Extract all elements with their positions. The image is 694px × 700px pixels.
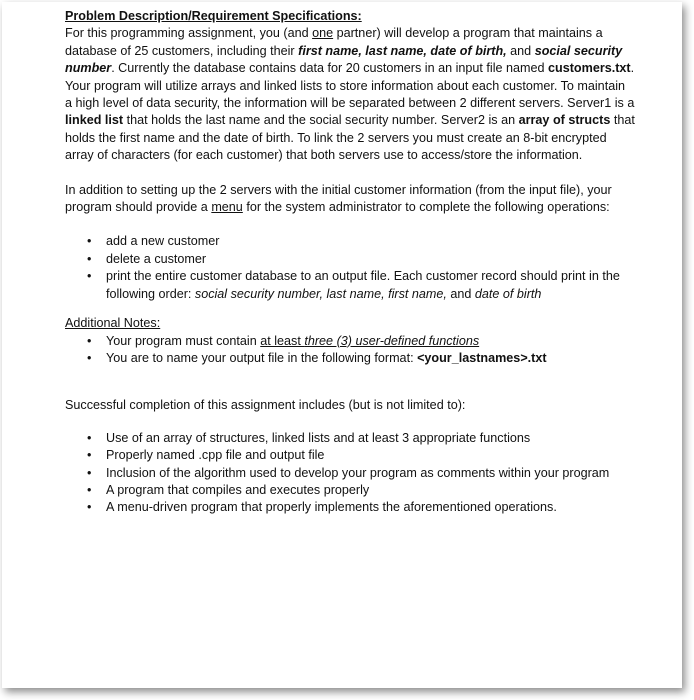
text: partner) will develop a program that maintains a database of 25 customers, including their: [65, 26, 603, 58]
underlined-at-least: at least: [260, 333, 305, 348]
emphasis-fields: first name, last name, date of birth,: [298, 43, 507, 58]
text: print the entire customer database to an output file. Each customer record should print in the following order:: [106, 269, 620, 301]
notes-title: Additional Notes:: [65, 316, 161, 331]
list-item: • delete a customer: [65, 251, 635, 268]
list-item: [65, 333, 635, 350]
text: For this programming assignment, you (and: [65, 26, 313, 41]
underlined-word: one: [312, 26, 334, 41]
text: . Your program will utilize arrays and linked lists to store information about each customer. To maintain a high level of data security, the information will be separated between 2 different servers. Server1 is a: [65, 61, 635, 111]
output-filename-format: <your_lastnames>.txt: [417, 350, 547, 365]
input-filename: customers.txt: [548, 61, 631, 76]
list-item: [65, 268, 635, 303]
document-page: [2, 2, 682, 688]
text: and: [506, 43, 535, 58]
section-heading: Problem Description/Requirement Specifications:: [65, 9, 362, 23]
list-item: • Properly named .cpp file and output file: [65, 447, 635, 464]
emphasis-linked-list: linked list: [65, 113, 124, 128]
list-item: • add a new customer: [65, 233, 635, 250]
text: for the system administrator to complete the following operations:: [242, 200, 610, 215]
text: In addition to setting up the 2 servers with the initial customer information (from the input file), your program should provide a: [65, 182, 612, 215]
completion-list: [65, 430, 635, 517]
text: You are to name your output file in the following format:: [106, 350, 418, 365]
emphasis-ssn: social security number: [65, 43, 623, 76]
document-content: [65, 8, 635, 517]
emphasis-array-structs: array of structs: [518, 113, 611, 128]
underlined-menu: menu: [211, 200, 243, 215]
text: and: [446, 286, 475, 301]
italic-dob: date of birth: [474, 286, 542, 301]
list-item: • Inclusion of the algorithm used to develop your program as comments within your program: [65, 465, 635, 482]
list-item: • Use of an array of structures, linked lists and at least 3 appropriate functions: [65, 430, 635, 447]
text: Your program must contain: [106, 333, 261, 348]
operations-list: [65, 233, 635, 303]
text: that holds the last name and the social security number. Server2 is an: [123, 113, 519, 128]
text: that holds the first name and the date of birth. To link the 2 servers you must create an 8-bit encrypted array of characters (for each customer) that both servers use to access/store the information.: [65, 113, 635, 163]
notes-list: [65, 333, 635, 368]
text: . Currently the database contains data for 20 customers in an input file named: [111, 61, 549, 76]
list-item: • A menu-driven program that properly implements the aforementioned operations.: [65, 499, 635, 516]
menu-paragraph: [65, 182, 635, 217]
list-item: • A program that compiles and executes properly: [65, 482, 635, 499]
list-item: [65, 350, 635, 367]
underlined-functions: three (3) user-defined functions: [304, 333, 480, 348]
description-paragraph: [65, 25, 635, 164]
italic-order: social security number, last name, first name,: [194, 286, 447, 301]
completion-intro: Successful completion of this assignment includes (but is not limited to):: [65, 398, 466, 413]
